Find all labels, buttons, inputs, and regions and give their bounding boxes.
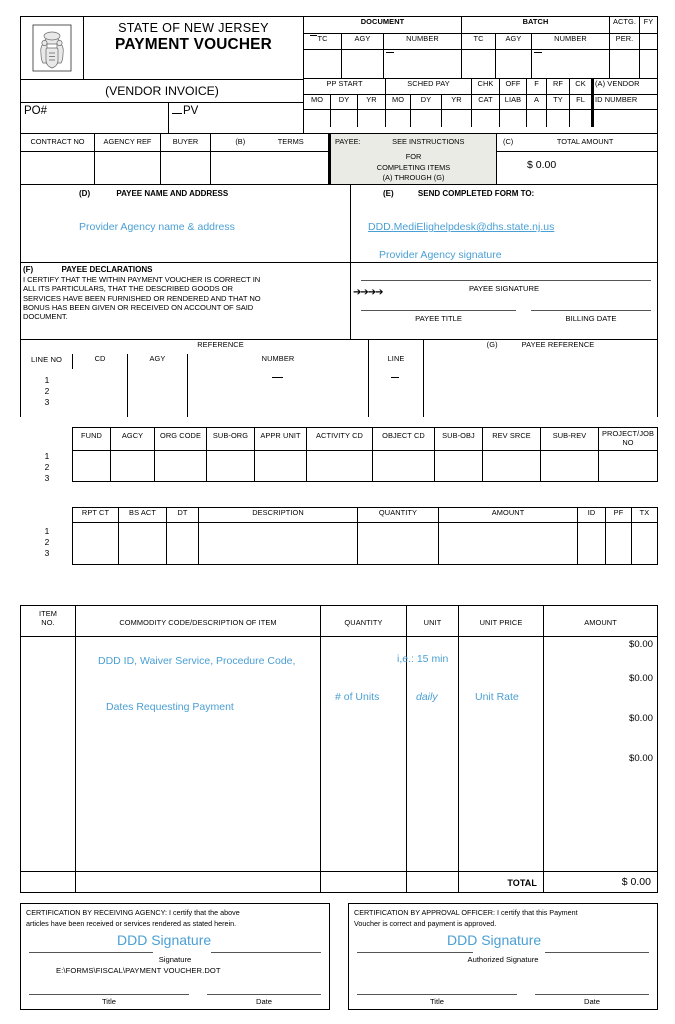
ck-label: CK <box>570 79 592 95</box>
cert-approval-heading: CERTIFICATION BY APPROVAL OFFICER: I certify that this Payment <box>354 908 578 918</box>
payee-inst-line3: COMPLETING ITEMS <box>376 162 451 172</box>
pv-number-field[interactable] <box>169 103 303 133</box>
chk-cat-label-1: CHK <box>472 79 500 95</box>
actg-per-label-1: ACTG. <box>610 17 640 34</box>
detail-amount-label: AMOUNT <box>439 508 578 522</box>
org-code-label: ORG CODE <box>155 428 207 450</box>
sched-mo-input[interactable] <box>386 110 411 127</box>
payee-word: PAYEE: <box>335 137 361 146</box>
fund-grid-wrapper <box>20 427 658 495</box>
header-title-block <box>21 17 304 133</box>
payee-instructions-box <box>329 134 497 184</box>
cert-approval-body: Voucher is correct and payment is approved. <box>354 918 497 928</box>
state-name: STATE OF NEW JERSEY <box>118 21 269 35</box>
header-codes-block <box>304 17 657 133</box>
doc-number-input[interactable] <box>384 50 462 79</box>
pp-mo-label: MO <box>304 95 331 110</box>
reference-header-label: REFERENCE <box>73 340 369 354</box>
item-amount-2: $0.00 <box>628 673 653 685</box>
vendor-label-2: ID NUMBER <box>592 95 657 110</box>
payee-name-annotation: Provider Agency name & address <box>79 221 235 234</box>
payee-inst-line2: FOR <box>405 152 422 161</box>
batch-tc-label: TC <box>462 34 496 50</box>
batch-header-label: BATCH <box>462 17 610 34</box>
project-job-no-input[interactable] <box>599 451 657 481</box>
doc-agy-input[interactable] <box>342 50 384 79</box>
cert-receiving-body: articles have been received or services rendered as stated herein. <box>26 918 237 928</box>
tx-input[interactable] <box>632 523 657 564</box>
unit-price-annotation: Unit Rate <box>475 691 519 704</box>
ref-agy-label: AGY <box>128 354 188 369</box>
commodity-code-label: COMMODITY CODE/DESCRIPTION OF ITEM <box>76 606 321 636</box>
form-header <box>20 16 658 133</box>
po-number-field[interactable] <box>21 103 169 133</box>
rev-srce-input[interactable] <box>483 451 541 481</box>
cert-receiving-signature-label: Signature <box>158 955 192 965</box>
ref-number-label: NUMBER <box>188 354 369 369</box>
sched-dy-input[interactable] <box>411 110 442 127</box>
cert-approval-signature-label: Authorized Signature <box>467 955 539 965</box>
cert-receiving-heading: CERTIFICATION BY RECEIVING AGENCY: I certify that the above <box>26 908 240 918</box>
id-label: ID <box>578 508 606 522</box>
arrow-pointer-icon: ➔➔➔➔ <box>353 287 383 299</box>
cert-receiving-title-label: Title <box>101 997 117 1007</box>
activity-cd-label: ACTIVITY CD <box>307 428 373 450</box>
chk-cat-input[interactable] <box>472 110 500 127</box>
commodity-description-input[interactable] <box>76 637 321 871</box>
form-file-path: E:\FORMS\FISCAL\PAYMENT VOUCHER.DOT <box>56 966 221 975</box>
dt-input[interactable] <box>167 523 199 564</box>
buyer-label: BUYER <box>172 137 199 146</box>
agcy-label: AGCY <box>111 428 155 450</box>
pp-mo-input[interactable] <box>304 110 331 127</box>
fund-grid <box>44 427 658 484</box>
payee-reference-label: PAYEE REFERENCE <box>521 340 595 350</box>
terms-col <box>211 134 329 184</box>
batch-number-label: NUMBER <box>532 34 610 50</box>
line-no-label: LINE NO <box>21 354 73 369</box>
description-label: DESCRIPTION <box>199 508 358 522</box>
buyer-col <box>161 134 211 184</box>
certification-receiving-agency <box>20 903 330 1010</box>
declaration-line-2: ALL ITS PARTICULARS, THAT THE DESCRIBED GOODS OR <box>23 284 233 294</box>
pf-input[interactable] <box>606 523 632 564</box>
activity-cd-input[interactable] <box>307 451 373 481</box>
ref-line-input[interactable] <box>369 369 424 417</box>
f-label: F <box>527 79 547 95</box>
id-input[interactable] <box>578 523 606 564</box>
f-a-input[interactable] <box>527 110 547 127</box>
contract-row <box>20 133 658 184</box>
org-code-input[interactable] <box>155 451 207 481</box>
send-to-email-link[interactable]: DDD.MediElighelpdesk@dhs.state.nj.us <box>368 221 555 234</box>
vendor-id-input[interactable] <box>592 110 657 127</box>
pv-tick-mark <box>172 113 182 114</box>
agcy-input[interactable] <box>111 451 155 481</box>
object-cd-label: OBJECT CD <box>373 428 435 450</box>
sub-org-label: SUB-ORG <box>207 428 255 450</box>
certifications-row <box>20 903 658 1010</box>
terms-input[interactable] <box>211 151 328 180</box>
batch-agy-label: AGY <box>496 34 532 50</box>
appr-unit-label: APPR UNIT <box>255 428 307 450</box>
item-amount-4: $0.00 <box>628 753 653 765</box>
commodity-annotation-line1: DDD ID, Waiver Service, Procedure Code, <box>98 655 296 668</box>
sched-yr-input[interactable] <box>442 110 472 127</box>
declaration-text-block <box>21 263 351 339</box>
send-to-label: SEND COMPLETED FORM TO: <box>417 189 535 199</box>
rpt-ct-label: RPT CT <box>73 508 119 522</box>
vendor-label-1: (A) VENDOR <box>592 79 657 95</box>
form-subtitle: (VENDOR INVOICE) <box>21 79 303 102</box>
agency-ref-label: AGENCY REF <box>103 137 152 146</box>
pp-yr-label: YR <box>358 95 386 110</box>
actg-per-label-2: PER. <box>610 34 640 50</box>
item-table <box>20 605 658 893</box>
send-to-tag: (E) <box>383 189 394 199</box>
off-liab-input[interactable] <box>500 110 527 127</box>
fy-value-cell[interactable] <box>640 34 657 50</box>
fund-line-numbers: 1 2 3 <box>44 451 50 484</box>
po-label: PO# <box>24 105 48 117</box>
doc-number-label: NUMBER <box>384 34 462 50</box>
detail-quantity-input[interactable] <box>358 523 439 564</box>
payee-signature-label: PAYEE SIGNATURE <box>468 284 540 294</box>
payee-inst-line1: SEE INSTRUCTIONS <box>392 137 465 146</box>
cert-approval-annotation: DDD Signature <box>447 932 542 949</box>
cert-approval-date-label: Date <box>583 997 601 1007</box>
pf-label: PF <box>606 508 632 522</box>
contract-no-label: CONTRACT NO <box>30 137 85 146</box>
sub-obj-input[interactable] <box>435 451 483 481</box>
quantity-annotation: # of Units <box>335 691 380 704</box>
item-amount-label: AMOUNT <box>584 618 617 628</box>
rf-ty-input[interactable] <box>547 110 570 127</box>
sched-pay-label: SCHED PAY <box>386 79 472 95</box>
item-amount-1: $0.00 <box>628 639 653 651</box>
total-amount-label: TOTAL AMOUNT <box>556 137 614 146</box>
sub-org-input[interactable] <box>207 451 255 481</box>
grand-total-value: $ 0.00 <box>621 876 651 889</box>
contract-no-col <box>21 134 95 184</box>
nj-state-seal-icon <box>21 17 84 79</box>
payee-name-address-block[interactable] <box>21 185 351 262</box>
payee-inst-line4: (A) THROUGH (G) <box>382 173 445 183</box>
bs-act-label: BS ACT <box>119 508 167 522</box>
rpt-ct-input[interactable] <box>73 523 119 564</box>
detail-amount-input[interactable] <box>439 523 578 564</box>
ref-cd-label: CD <box>73 354 128 369</box>
sched-yr-label: YR <box>442 95 472 110</box>
terms-tag: (B) <box>235 137 246 146</box>
tx-label: TX <box>639 508 650 518</box>
total-amount-tag: (C) <box>503 137 514 146</box>
payee-declarations-row <box>20 249 658 339</box>
agency-ref-input[interactable] <box>95 151 160 180</box>
voucher-form <box>20 16 658 1010</box>
reference-grid <box>20 339 658 417</box>
total-amount-col <box>497 134 657 184</box>
project-job-no-label: PROJECT/JOB NO <box>601 429 655 447</box>
grand-total-label: TOTAL <box>459 872 544 892</box>
pp-dy-input[interactable] <box>331 110 358 127</box>
off-liab-label-1: OFF <box>500 79 527 95</box>
agency-ref-col <box>95 134 161 184</box>
fund-label: FUND <box>73 428 111 450</box>
item-amount-3: $0.00 <box>628 713 653 725</box>
detail-line-numbers: 1 2 3 <box>44 526 50 559</box>
item-unit-input[interactable] <box>397 637 459 871</box>
commodity-annotation-line2: Dates Requesting Payment <box>106 701 234 714</box>
item-quantity-label: QUANTITY <box>321 606 407 636</box>
total-amount-value: $ 0.00 <box>527 159 557 171</box>
off-liab-label-2: LIAB <box>500 95 527 110</box>
cert-receiving-date-label: Date <box>255 997 273 1007</box>
payee-name-label: PAYEE NAME AND ADDRESS <box>116 189 229 199</box>
certification-approval-officer <box>348 903 658 1010</box>
detail-quantity-label: QUANTITY <box>358 508 439 522</box>
item-unit-label: UNIT <box>407 606 459 636</box>
doc-tc-label: TC <box>304 34 342 50</box>
payee-title-label: PAYEE TITLE <box>415 314 462 324</box>
item-no-input[interactable] <box>21 637 76 871</box>
batch-number-input[interactable] <box>532 50 610 79</box>
detail-grid-wrapper <box>20 507 658 577</box>
pv-label: PV <box>183 105 199 117</box>
sub-rev-label: SUB-REV <box>541 428 599 450</box>
declaration-tag: (F) <box>23 265 34 275</box>
rf-label: RF <box>547 79 570 95</box>
batch-tc-input[interactable] <box>462 50 496 79</box>
page-title: PAYMENT VOUCHER <box>115 36 272 53</box>
object-cd-input[interactable] <box>373 451 435 481</box>
fy-input[interactable] <box>640 50 657 79</box>
appr-unit-input[interactable] <box>255 451 307 481</box>
declaration-line-1: I CERTIFY THAT THE WITHIN PAYMENT VOUCHER IS CORRECT IN <box>23 275 261 285</box>
item-no-label: ITEM NO. <box>21 606 76 636</box>
dt-label: DT <box>167 508 199 522</box>
sched-dy-label: DY <box>411 95 442 110</box>
payee-name-tag: (D) <box>79 189 91 199</box>
title-cell <box>84 17 303 79</box>
batch-agy-input[interactable] <box>496 50 532 79</box>
payee-reference-tag: (G) <box>486 340 498 350</box>
provider-signature-annotation: Provider Agency signature <box>379 249 502 262</box>
sub-rev-input[interactable] <box>541 451 599 481</box>
declaration-line-3: SERVICES HAVE BEEN FURNISHED OR RENDERED AND THAT NO <box>23 293 261 303</box>
item-unit-price-input[interactable] <box>459 637 544 871</box>
declaration-label: PAYEE DECLARATIONS <box>61 265 153 275</box>
total-amount-value-cell[interactable] <box>497 151 657 180</box>
a-label: A <box>527 95 547 110</box>
sub-obj-label: SUB-OBJ <box>435 428 483 450</box>
rev-srce-label: REV SRCE <box>483 428 541 450</box>
item-quantity-input[interactable] <box>321 637 407 871</box>
pp-dy-label: DY <box>331 95 358 110</box>
sched-mo-label: MO <box>386 95 411 110</box>
ref-line-label: LINE <box>369 354 424 369</box>
actg-per-input[interactable] <box>610 50 640 79</box>
terms-label: TERMS <box>277 137 304 146</box>
fy-label: FY <box>640 17 657 34</box>
grand-total-value-cell <box>544 872 657 892</box>
chk-cat-label-2: CAT <box>472 95 500 110</box>
payee-address-row <box>20 184 658 262</box>
unit-annotation-line1: i,e.: 15 min <box>397 653 449 666</box>
signature-block <box>351 249 657 339</box>
reference-line-numbers: 1 2 3 <box>44 375 50 408</box>
cert-receiving-annotation: DDD Signature <box>117 932 212 949</box>
item-amount-column[interactable] <box>544 637 657 871</box>
billing-date-label: BILLING DATE <box>565 314 617 324</box>
document-header-label: DOCUMENT <box>304 17 462 34</box>
fl-label: FL <box>570 95 592 110</box>
doc-agy-label: AGY <box>342 34 384 50</box>
cert-approval-title-label: Title <box>429 997 445 1007</box>
ref-agy-input[interactable] <box>128 369 188 417</box>
ref-cd-input[interactable] <box>73 369 128 417</box>
contract-no-input[interactable] <box>21 151 94 180</box>
payee-reference-input[interactable] <box>424 369 657 417</box>
ref-number-input[interactable] <box>188 369 369 417</box>
buyer-input[interactable] <box>161 151 210 180</box>
detail-grid <box>44 507 658 565</box>
pp-yr-input[interactable] <box>358 110 386 127</box>
pp-start-label: PP START <box>304 79 386 95</box>
declaration-line-5: DOCUMENT. <box>23 312 68 322</box>
ty-label: TY <box>547 95 570 110</box>
declaration-line-4: BONUS HAS BEEN GIVEN OR RECEIVED ON ACCOUNT OF SAID <box>23 302 254 312</box>
ck-fl-input[interactable] <box>570 110 592 127</box>
description-input[interactable] <box>199 523 358 564</box>
item-unit-price-label: UNIT PRICE <box>459 606 544 636</box>
bs-act-input[interactable] <box>119 523 167 564</box>
fund-input[interactable] <box>73 451 111 481</box>
doc-tc-input[interactable] <box>304 50 342 79</box>
unit-annotation-line2: daily <box>416 691 438 704</box>
